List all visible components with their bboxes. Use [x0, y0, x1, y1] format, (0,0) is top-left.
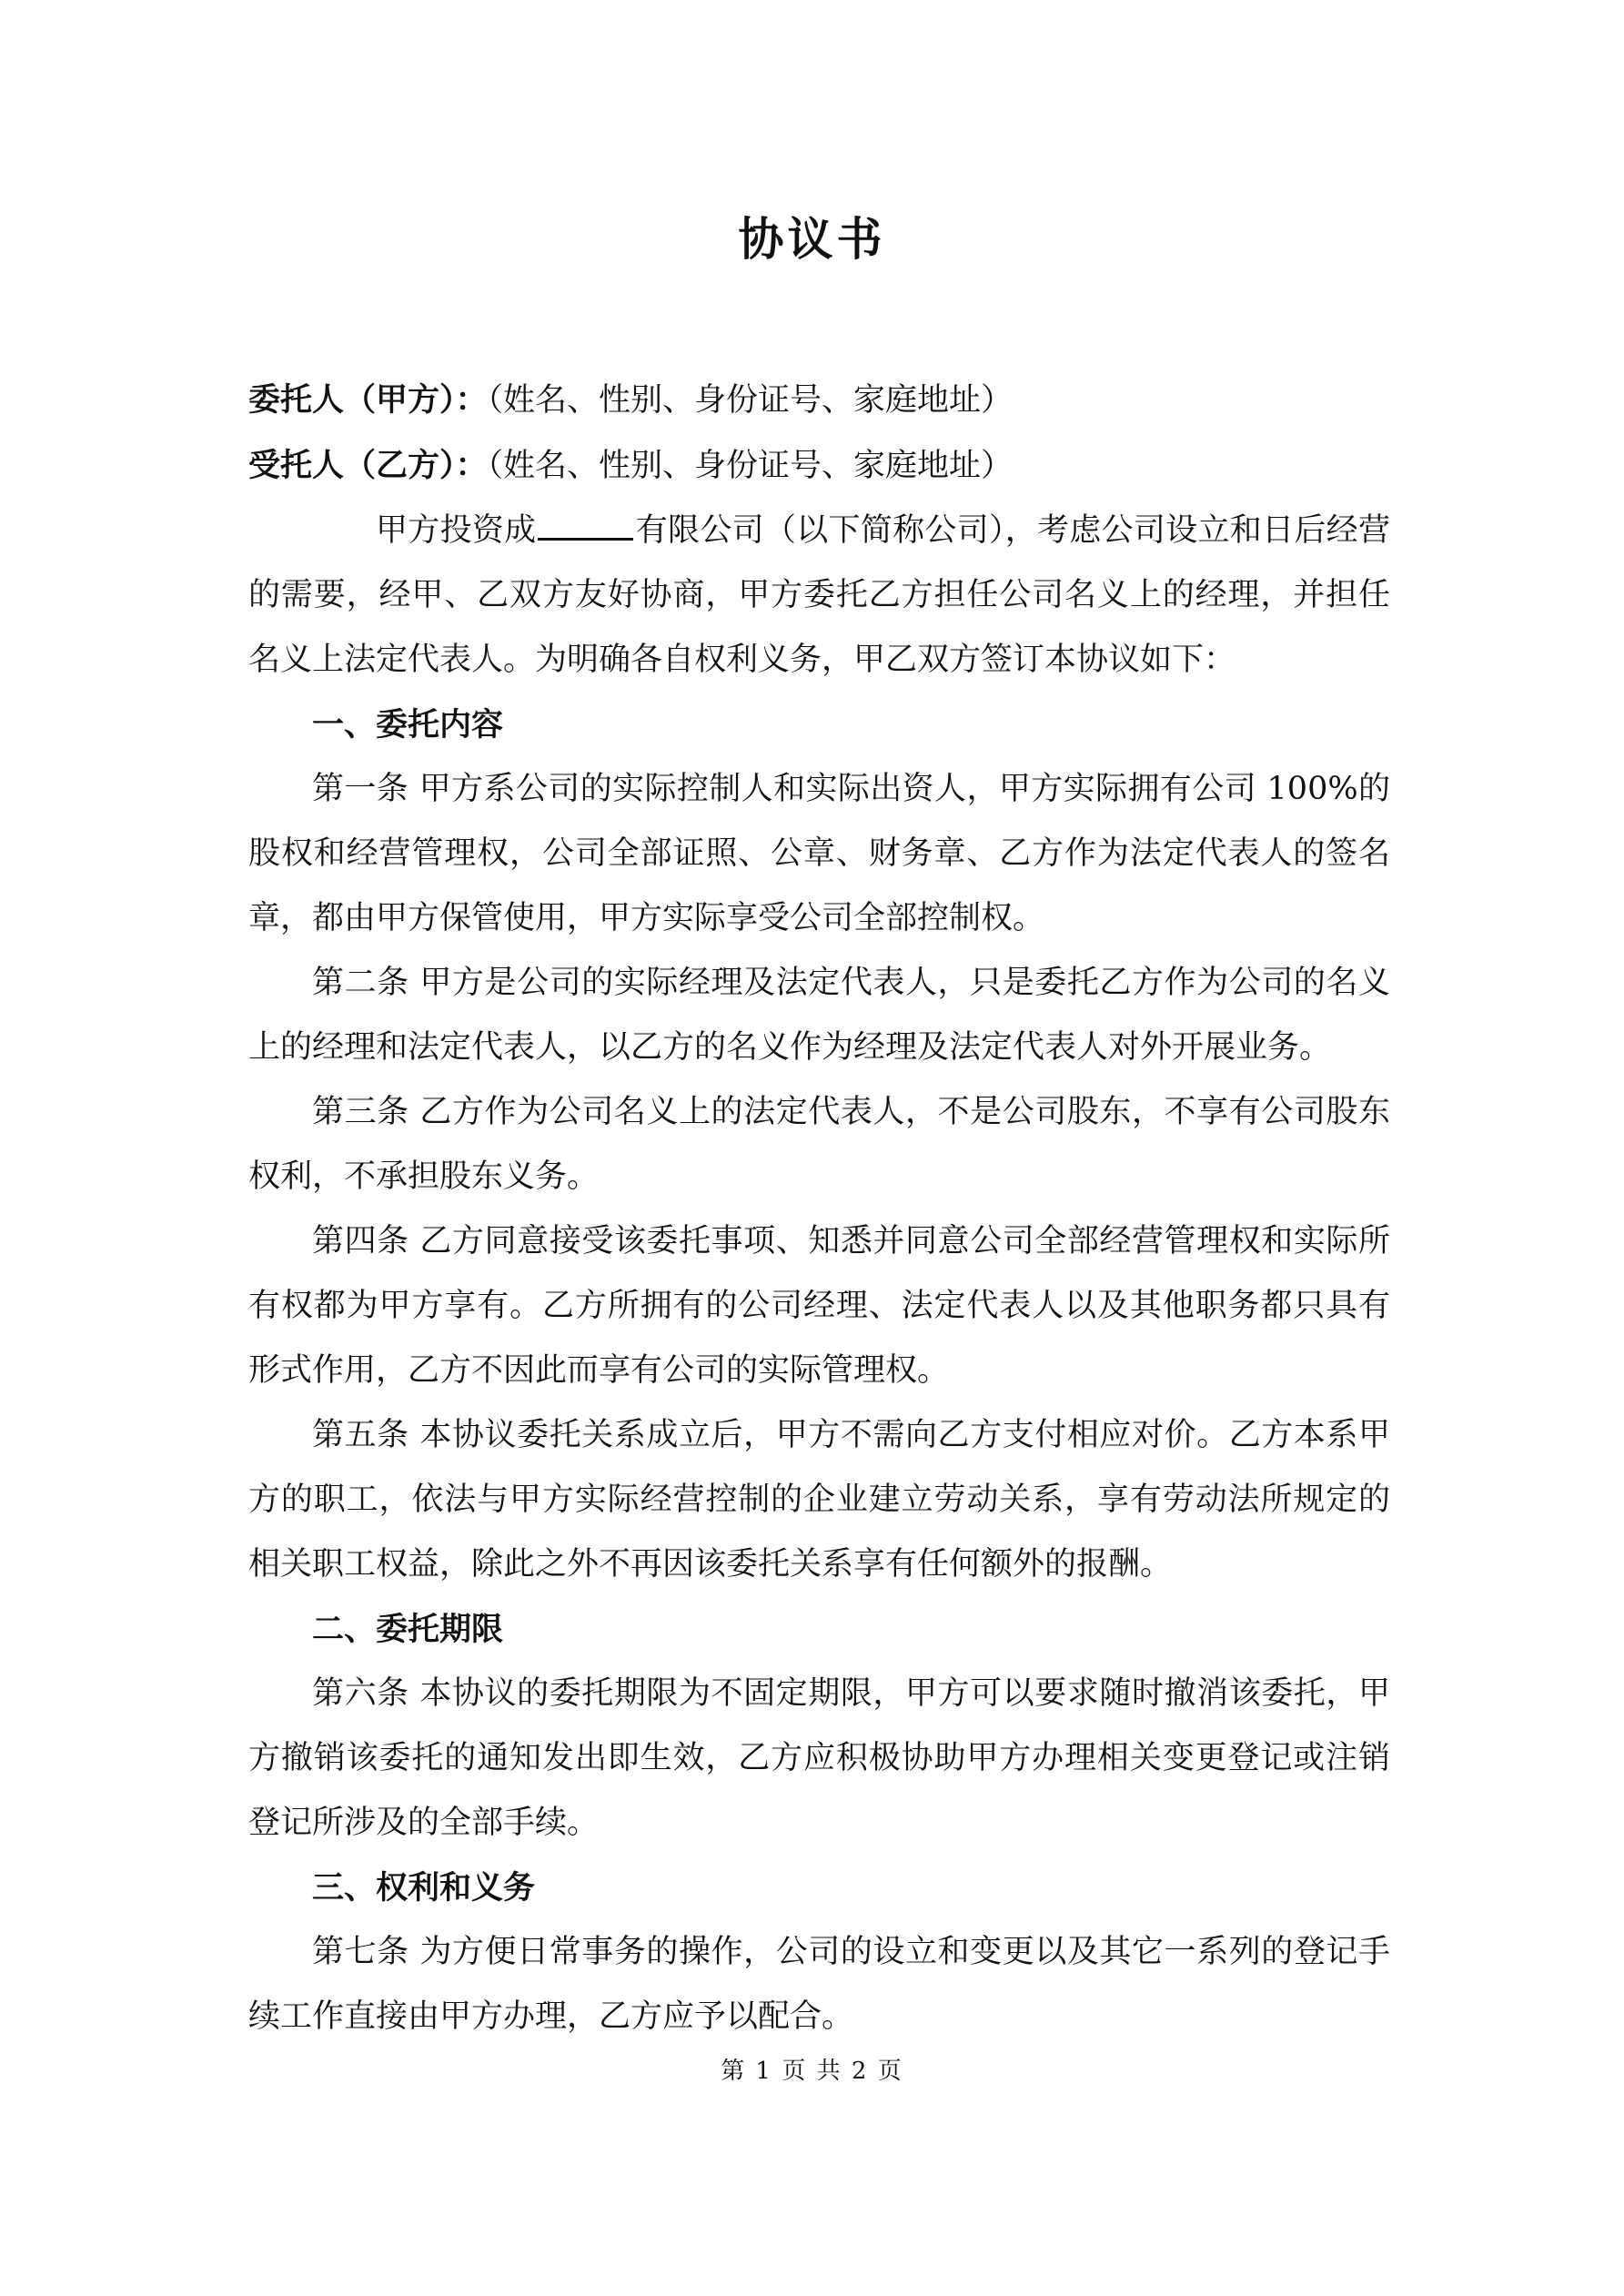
agent-line	[248, 433, 1390, 499]
company-name-blank	[538, 511, 633, 541]
section1-heading: 一、委托内容	[312, 706, 504, 743]
article-1: 第一条 甲方系公司的实际控制人和实际出资人，甲方实际拥有公司 100%的股权和经营管理权，公司全部证照、公章、财务章、乙方作为法定代表人的签名章，都由甲方保管使用，甲方实际享受公司全部控制权。	[248, 771, 1390, 936]
article-2: 第二条 甲方是公司的实际经理及法定代表人，只是委托乙方作为公司的名义上的经理和法定代表人，以乙方的名义作为经理及法定代表人对外开展业务。	[248, 965, 1390, 1066]
principal-line	[248, 368, 1390, 433]
agent-value: （姓名、性别、身份证号、家庭地址）	[487, 448, 1014, 484]
article-6: 第六条 本协议的委托期限为不固定期限，甲方可以要求随时撤消该委托，甲方撤销该委托的通知发出即生效，乙方应积极协助甲方办理相关变更登记或注销登记所涉及的全部手续。	[248, 1675, 1390, 1841]
intro-paragraph	[248, 499, 1390, 693]
article-7: 第七条 为方便日常事务的操作，公司的设立和变更以及其它一系列的登记手续工作直接由甲方办理，乙方应予以配合。	[248, 1934, 1390, 2035]
page-footer: 第 1 页 共 2 页	[721, 2058, 903, 2085]
document-body	[248, 368, 1390, 2049]
section2-heading: 二、委托期限	[312, 1611, 504, 1648]
intro-before-blank: 甲方投资成	[376, 512, 537, 549]
intro-after-blank: 有限公司（以下简称公司），考虑公司设立和日后经营的需要，经甲、乙双方友好协商，甲方委托乙方担任公司名义上的经理，并担任名义上法定代表人。为明确各自权利义务，甲乙双方签订本协议如下：	[248, 512, 1390, 678]
article-5: 第五条 本协议委托关系成立后，甲方不需向乙方支付相应对价。乙方本系甲方的职工，依法与甲方实际经营控制的企业建立劳动关系，享有劳动法所规定的相关职工权益，除此之外不再因该委托关系享有任何额外的报酬。	[248, 1417, 1390, 1583]
principal-label: 委托人（甲方）：	[248, 381, 488, 419]
article-4: 第四条 乙方同意接受该委托事项、知悉并同意公司全部经营管理权和实际所有权都为甲方享有。乙方所拥有的公司经理、法定代表人以及其他职务都只具有形式作用，乙方不因此而享有公司的实际管理权。	[248, 1223, 1390, 1389]
article-3: 第三条 乙方作为公司名义上的法定代表人，不是公司股东，不享有公司股东权利，不承担股东义务。	[248, 1094, 1390, 1195]
document-title: 协议书	[738, 212, 886, 266]
principal-value: （姓名、性别、身份证号、家庭地址）	[487, 382, 1014, 419]
agent-label: 受托人（乙方）：	[248, 447, 488, 484]
section3-heading: 三、权利和义务	[312, 1869, 536, 1907]
